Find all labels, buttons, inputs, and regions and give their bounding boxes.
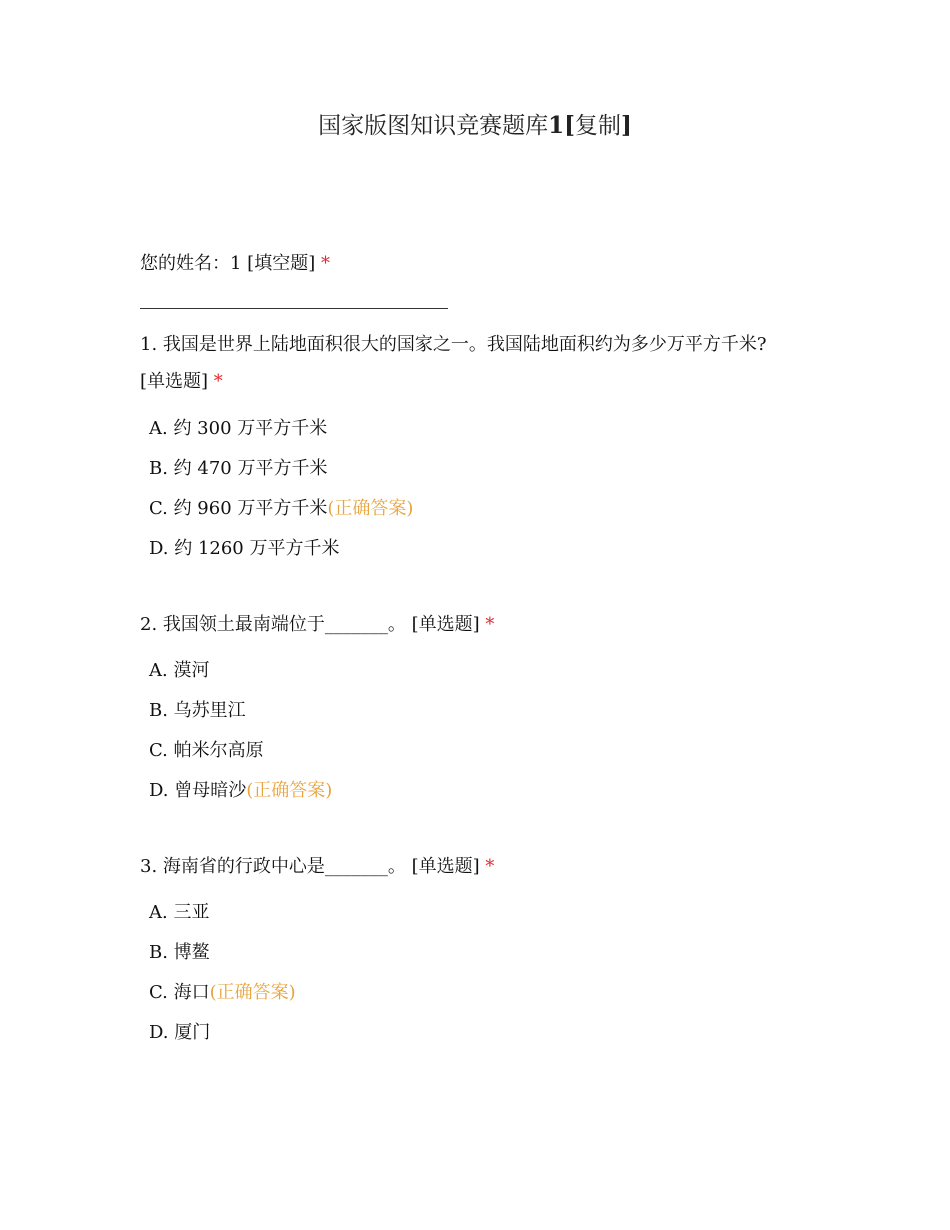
question-2-option-d[interactable]: D. 曾母暗沙(正确答案)	[149, 780, 333, 801]
name-question	[140, 245, 820, 282]
question-2-option-c[interactable]: C. 帕米尔高原	[149, 740, 264, 761]
question-3	[140, 848, 820, 885]
question-2-text: 2. 我国领土最南端位于_______。 [单选题]	[140, 614, 480, 635]
question-1-option-b[interactable]: B. 约 470 万平方千米	[149, 458, 328, 479]
question-1-option-d[interactable]: D. 约 1260 万平方千米	[149, 538, 340, 559]
question-1-type: [单选题]	[140, 371, 209, 392]
question-3-option-c[interactable]: C. 海口(正确答案)	[149, 982, 296, 1003]
correct-answer-mark: (正确答案)	[246, 780, 333, 801]
name-question-label: 您的姓名：1 [填空题]	[140, 253, 316, 274]
question-3-option-d[interactable]: D. 厦门	[149, 1022, 211, 1043]
question-3-option-b[interactable]: B. 博鳌	[149, 942, 210, 963]
question-2-option-a[interactable]: A. 漠河	[149, 660, 210, 681]
required-mark: *	[485, 614, 495, 635]
question-3-option-a[interactable]: A. 三亚	[149, 902, 210, 923]
required-mark: *	[213, 371, 223, 392]
name-answer-line[interactable]	[140, 308, 448, 309]
page-title	[0, 108, 950, 144]
question-1-option-c[interactable]: C. 约 960 万平方千米(正确答案)	[149, 498, 414, 519]
question-1	[140, 326, 820, 400]
question-3-text: 3. 海南省的行政中心是_______。 [单选题]	[140, 856, 480, 877]
correct-answer-mark: (正确答案)	[209, 982, 296, 1003]
correct-answer-mark: (正确答案)	[327, 498, 414, 519]
question-1-text: 1. 我国是世界上陆地面积很大的国家之一。我国陆地面积约为多少万平方千米?	[140, 334, 767, 355]
question-2	[140, 606, 820, 643]
required-mark: *	[485, 856, 495, 877]
question-1-option-a[interactable]: A. 约 300 万平方千米	[149, 418, 328, 439]
title-bracket-close: ]	[621, 112, 632, 139]
required-mark: *	[320, 253, 330, 274]
title-main: 国家版图知识竞赛题库	[318, 113, 549, 139]
title-number: 1[	[548, 112, 575, 139]
question-2-option-b[interactable]: B. 乌苏里江	[149, 700, 246, 721]
title-copy-tag: 复制	[575, 113, 621, 139]
